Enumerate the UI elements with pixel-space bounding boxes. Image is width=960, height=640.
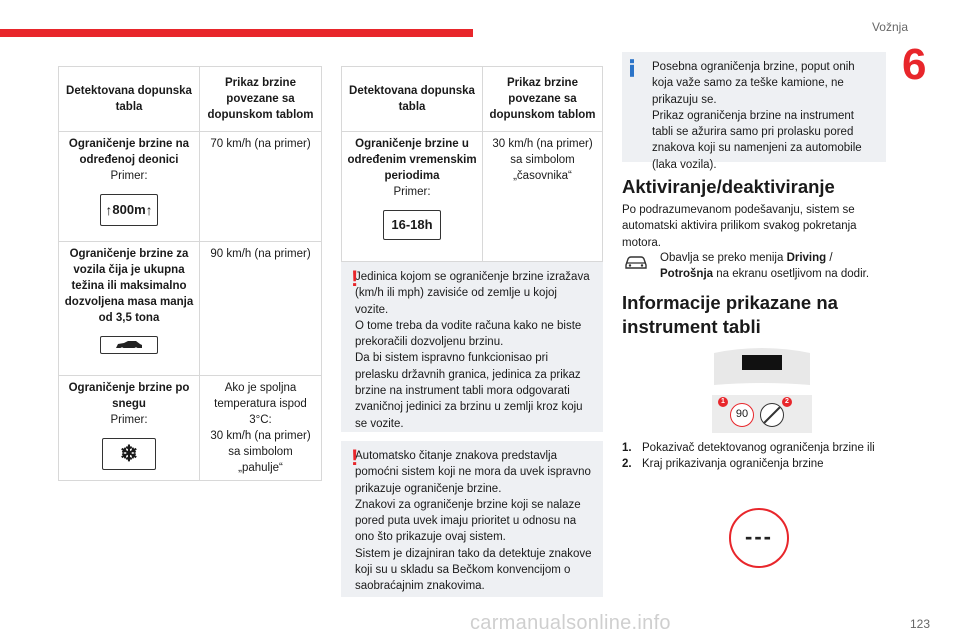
step-text: na ekranu osetljivom na dodir. <box>713 268 870 281</box>
table-header-row <box>59 67 322 132</box>
time-period-sign-icon <box>383 210 441 240</box>
info-note <box>622 52 886 171</box>
callout-badge: 1 <box>718 397 728 407</box>
snowflake-sign-icon: ❄ <box>102 438 156 470</box>
example-label: Primer: <box>110 414 148 426</box>
chapter-number: 6 <box>902 40 927 89</box>
info-text: Posebna ograničenja brzine, poput onih koja važe samo za teške kamione, ne prikazuju se. Prikaz ograničenja brzine na instrument tabli se ažurira samo pri prolasku pored znakova koji su namenjeni za automobile (laka vozila). <box>652 61 862 171</box>
warning-note-assistance <box>341 441 603 597</box>
menu-potrosnja: Potrošnja <box>660 268 714 281</box>
activation-heading: Aktiviranje/deaktiviranje <box>622 176 835 197</box>
end-symbol: --- <box>745 524 773 549</box>
list-number: 1. <box>622 442 632 454</box>
menu-driving: Driving <box>786 252 827 264</box>
table-row <box>342 132 603 262</box>
warning-exclamation-icon: ! <box>351 445 359 470</box>
table-cell: 70 km/h (na primer) <box>200 132 322 242</box>
watermark: carmanualsonline.info <box>470 612 671 634</box>
column-header: Detektovana dopunska tabla <box>59 67 200 132</box>
table-cell <box>342 132 483 262</box>
list-number: 2. <box>622 458 632 471</box>
instrument-info-heading: Informacije prikazane na instrument tabli <box>622 292 838 337</box>
warning-note-units <box>341 262 603 432</box>
header-accent-bar <box>0 29 473 37</box>
driving-car-icon <box>622 252 652 274</box>
list-text: Pokazivač detektovanog ograničenja brzine ili <box>642 442 875 454</box>
table-cell: 30 km/h (na primer) sa simbolom „časovnika“ <box>483 132 603 262</box>
page-number: 123 <box>909 617 930 631</box>
table-row <box>59 376 322 481</box>
column-header: Detektovana dopunska tabla <box>342 67 483 132</box>
distance-sign-icon: ↑ 800m ↑ <box>100 194 158 226</box>
end-of-speed-limit-icon <box>729 508 789 568</box>
table-cell <box>59 132 200 242</box>
step-separator: / <box>826 252 833 264</box>
list-text: Kraj prikazivanja ograničenja brzine <box>642 458 824 471</box>
activation-paragraph: Po podrazumevanom podešavanju, sistem se automatski aktivira prilikom svakog pokretanja motora. <box>622 204 857 249</box>
column-header: Prikaz brzine povezane sa dopunskom tablom <box>483 67 603 132</box>
sign-text: 16-18h <box>391 217 433 232</box>
end-of-limit-sign-icon <box>760 403 784 427</box>
callout-badge: 2 <box>782 397 792 407</box>
list-item <box>622 456 884 472</box>
instrument-info-list <box>622 440 884 473</box>
activation-step <box>660 250 888 283</box>
step-text: Obavlja se preko menija <box>660 252 787 264</box>
table-cell <box>59 242 200 376</box>
table-cell <box>59 376 200 481</box>
list-item <box>622 440 884 456</box>
example-label: Primer: <box>110 170 148 182</box>
table-header-row <box>342 67 603 132</box>
column-header: Prikaz brzine povezane sa dopunskom tablom <box>200 67 322 132</box>
section-title: Vožnja <box>871 20 908 34</box>
warning-text: Jedinica kojom se ograničenje brzine izražava (km/h ili mph) zavisiće od zemlje u kojoj vozite. O tome treba da vodite računa kako ne biste prekoračili dozvoljenu brzinu. Da bi sistem ispravno funkcionisao pri prelasku državnih granica, jedinica za prikaz brzine na instrument tabli mora odgovarati zvaničnoj jedinici za brzinu u zemlji kroz koju se vozite. <box>355 271 590 430</box>
condition-text: Ograničenje brzine po snegu <box>68 382 190 410</box>
condition-text: Ograničenje brzine za vozila čija je ukupna težina ili maksimalno dozvoljena masa manja od 3,5 tona <box>64 248 194 324</box>
example-label: Primer: <box>393 186 431 198</box>
speed-limit-sign-icon <box>730 403 754 427</box>
table-cell: Ako je spoljna temperatura ispod 3°C: 30 km/h (na primer) sa simbolom „pahulje“ <box>200 376 322 481</box>
speed-limit-value: 90 <box>735 408 749 420</box>
speed-sign-table-left <box>58 66 322 481</box>
condition-text: Ograničenje brzine na određenoj deonici <box>68 138 190 166</box>
info-icon <box>630 57 634 79</box>
table-row <box>59 242 322 376</box>
sign-text: 800m <box>112 202 146 217</box>
car-sign-icon <box>100 336 158 354</box>
table-row <box>59 132 322 242</box>
warning-exclamation-icon: ! <box>351 266 359 291</box>
condition-text: Ograničenje brzine u određenim vremenskim periodima <box>347 138 477 182</box>
table-cell: 90 km/h (na primer) <box>200 242 322 376</box>
speed-sign-table-middle <box>341 66 603 262</box>
warning-text: Automatsko čitanje znakova predstavlja pomoćni sistem koji ne mora da uvek ispravno prikazuje ograničenje brzine. Znakovi za ograničenje brzine koji se nalaze pored puta uvek imaju prioritet u odnosu na ono što prikazuje ovaj sistem. Sistem je dizajniran tako da detektuje znakove koji su u skladu sa Bečkom konvencijom o saobraćajnim znakovima. <box>355 450 592 593</box>
